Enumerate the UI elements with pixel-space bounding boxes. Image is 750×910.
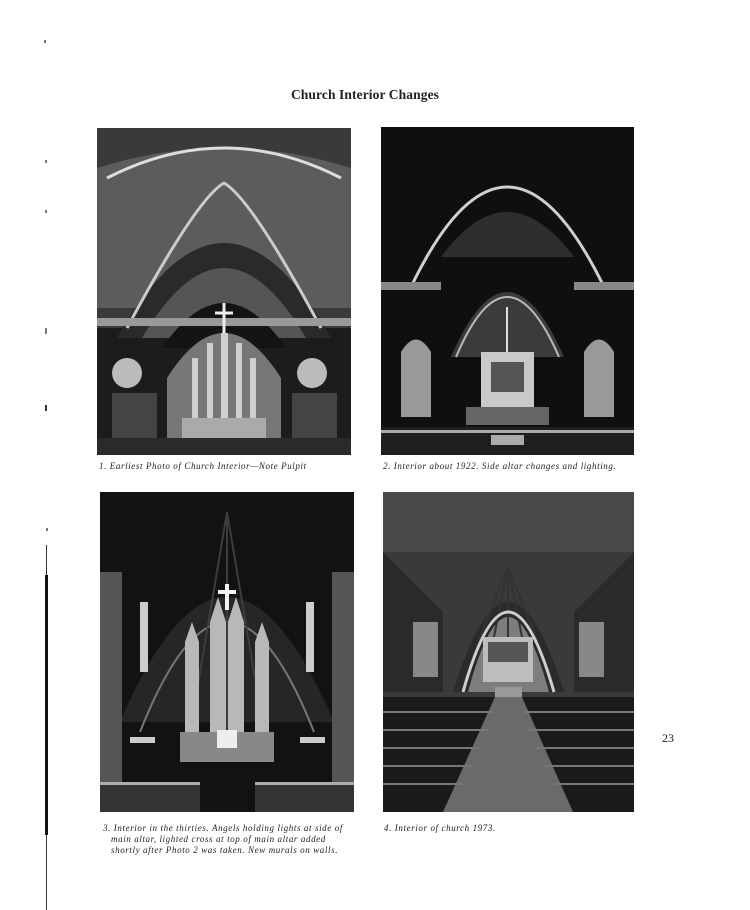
page-number: 23 [662, 731, 674, 745]
church-interior-photo-1 [97, 128, 351, 455]
church-interior-photo-3 [100, 492, 354, 812]
binding-shadow [45, 575, 48, 835]
binding-shadow [46, 545, 47, 575]
margin-speck [45, 160, 47, 163]
photo-4-caption: 4. Interior of church 1973. [384, 823, 496, 833]
photo-earliest-interior [97, 128, 351, 455]
photo-interior-1973 [383, 492, 634, 812]
page-title: Church Interior Changes [290, 87, 440, 103]
margin-speck [46, 528, 48, 531]
church-interior-photo-2 [381, 127, 634, 455]
photo-3-caption-line-1: 3. Interior in the thirties. Angels holding lights at side of [103, 823, 343, 833]
margin-speck [44, 40, 46, 43]
binding-shadow [46, 835, 47, 910]
photo-3-caption-line-2: main altar, lighted cross at top of main altar added [111, 834, 326, 844]
photo-2-caption: 2. Interior about 1922. Side altar changes and lighting. [383, 461, 617, 471]
church-interior-photo-4 [383, 492, 634, 812]
margin-speck [45, 328, 47, 334]
photo-interior-thirties [100, 492, 354, 812]
margin-speck [45, 210, 47, 213]
photo-interior-1922 [381, 127, 634, 455]
photo-1-caption: 1. Earliest Photo of Church Interior—Note Pulpit [99, 461, 307, 471]
photo-3-caption-line-3: shortly after Photo 2 was taken. New murals on walls. [111, 845, 339, 855]
margin-speck [45, 405, 47, 411]
